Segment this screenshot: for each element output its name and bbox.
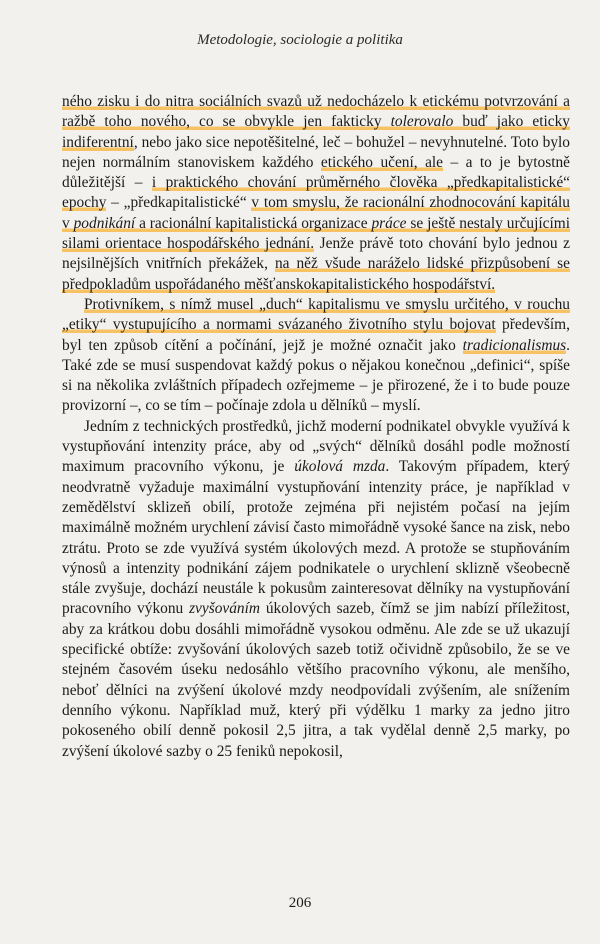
text-run: především, byl ten způsob cítění a počínání, jejž je možné označit jako [62,316,570,354]
highlighted-text: etického učení, ale [320,153,444,171]
text-run: – a to je bytostně důležitější – [62,153,570,192]
highlighted-text: podnikání [73,214,136,232]
body-text [62,92,570,762]
text-run: – „předkapitalistické“ [106,194,252,212]
text-run: . Také zde se musí suspendovat každý pokus o nějakou konečnou „definici“, spíše si na několika zvláštních případech ozřejmeme – je přirozené, že i to bude pouze provizorní –, co se tím – počínaje zdola u dělníků – myslí. [62,336,570,415]
highlighted-text: Protivníkem, s nímž musel „duch“ kapitalismu ve smyslu určitého, v rouchu „etiky“ vystupujícího a normami svázaného životního stylu bojovat [62,295,570,334]
text-run: , nebo jako sice nepotěšitelné, leč – bohužel – nevyhnutelné. Toto bylo nejen normálním stanoviskem každého [62,133,570,171]
highlighted-text: tolerovalo [390,113,454,131]
highlighted-text: i praktického chování průměrného člověka „předkapitalistické“ epochy [62,174,570,212]
highlighted-text: buď jako eticky indiferentní [62,113,570,151]
page-number: 206 [288,895,312,911]
paragraph [62,295,570,417]
highlighted-text: v tom smyslu, že racionální zhodnocování kapitálu v [62,194,570,232]
highlighted-text: práce [371,214,407,232]
running-header: Metodologie, sociologie a politika [197,32,403,48]
highlighted-text: tradicionalismus [462,336,567,354]
paragraph [62,92,570,295]
text-run: úkolová mzda [294,458,386,476]
text-run: . Takovým případem, který neodvratně vyžaduje maximální vystupňování intenzity práce, je například v zemědělství sklizeň obilí, protože zejména při nejistém počasí na jejím maximálně možném urychlení závisí často mimořádně vysoké šance na zisk, nebo ztrátu. Proto se zde využívá systém úkolových mezd. A protože se stupňováním výnosů a intenzity podnikání zájem podnikatele o urychlení sklizně všeobecně stále zvyšuje, dochází neustále k pokusům zainteresovat dělníky na vystupňování pracovního výkonu [62,458,571,618]
text-run: Jenže právě toto chování bylo jednou z nejsilnějších vnitřních překážek, [62,235,570,273]
highlighted-text: a racionální kapitalistická organizace [135,214,372,232]
text-run: Jedním z technických prostředků, jichž moderní podnikatel obvykle využívá k vystupňování intenzity práce, aby od „svých“ dělníků dosáhl podle možností maximum pracovního výkonu, je [62,417,570,476]
text-run: zvyšováním [189,600,261,618]
text-run: úkolových sazeb, čímž se jim nabízí příležitost, aby za krátkou dobu dosáhli mimořádně vysokou odměnu. Ale zde se už ukazují specifické obtíže: zvyšování úkolových sazeb totiž očividně způsobilo, že se ve stejném časovém úseku nedosáhlo většího pracovního výkonu, ale menšího, neboť dělníci na zvýšení úkolové mzdy neodpovídali zvýšením, ale snížením denního výkonu. Například muž, který při výdělku 1 marky za jedno jitro pokoseného obilí denně pokosil 2,5 jitra, a tak vydělal denně 2,5 marky, po zvýšení úkolové sazby o 25 feniků nepokosil, [62,600,571,760]
paragraph [62,417,570,762]
highlighted-text: ného zisku i do nitra sociálních svazů už nedocházelo k etickému potvrzování a ražbě toho nového, co se obvykle jen fakticky [62,93,570,131]
highlighted-text: se ještě nestaly určujícími silami orientace hospodářského jednání. [62,214,570,253]
highlighted-text: na něž všude naráželo lidské přizpůsobení se předpokladům uspořádaného měšťanskokapitalistického hospodářství. [62,255,571,293]
